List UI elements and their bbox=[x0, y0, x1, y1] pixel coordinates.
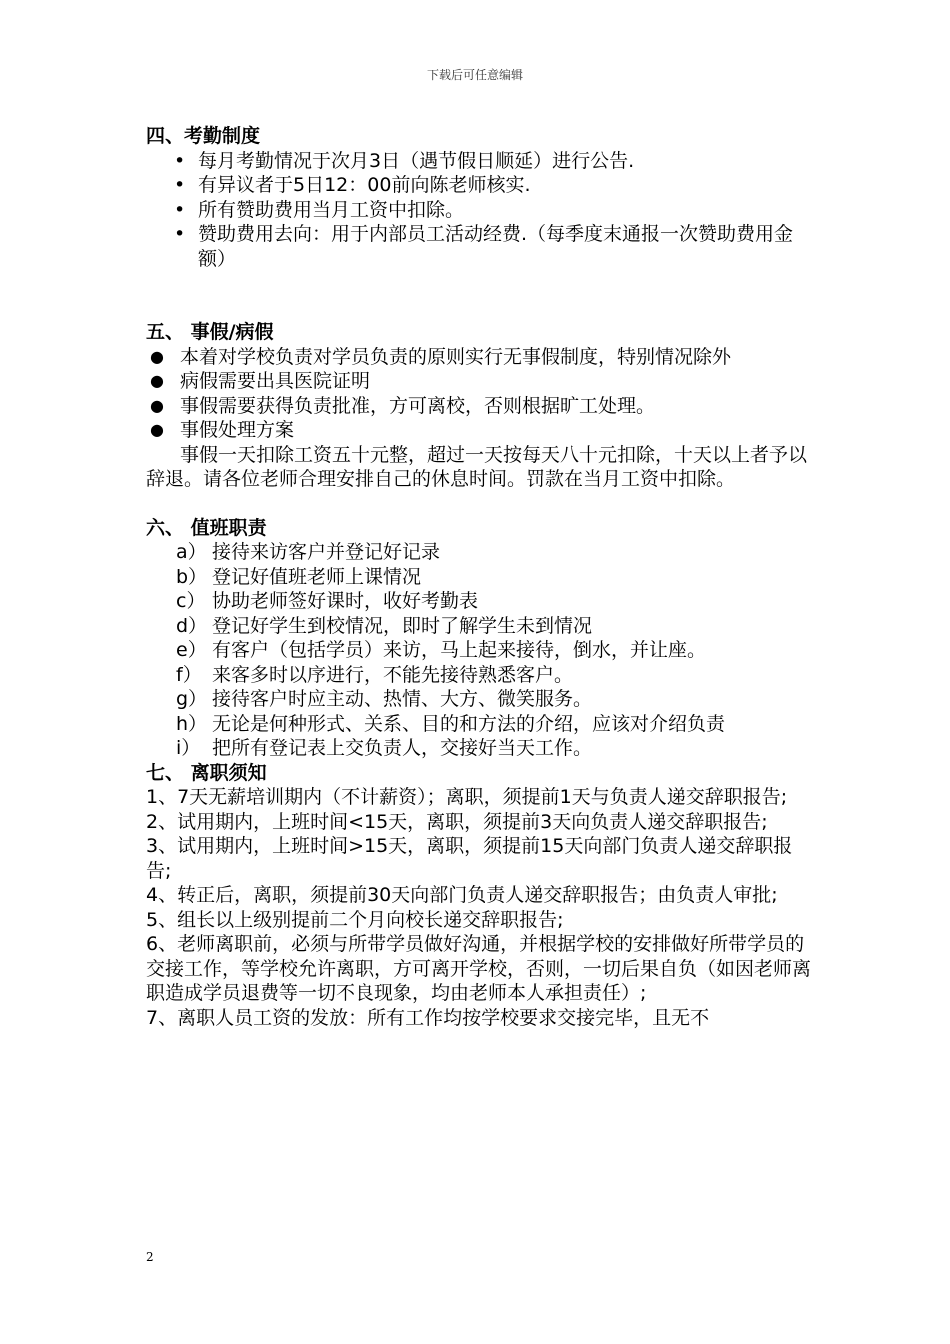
bullet-disc-icon: ● bbox=[150, 371, 164, 390]
list-item: ● 病假需要出具医院证明 bbox=[150, 370, 371, 392]
bullet-dot-icon: • bbox=[174, 174, 186, 196]
bullet-dot-icon: • bbox=[174, 149, 186, 172]
list-item: f） 来客多时以序进行，不能先接待熟悉客户。 bbox=[176, 663, 574, 686]
leave-policy-paragraph: 事假一天扣除工资五十元整，超过一天按每天八十元扣除，十天以上者予以辞退。请各位老师合理安排自己的休息时间。罚款在当月工资中扣除。 bbox=[146, 443, 808, 490]
list-item: a） 接待来访客户并登记好记录 bbox=[176, 541, 441, 563]
section-5-title: 五、 事假/病假 bbox=[146, 321, 274, 343]
list-item: h） 无论是何种形式、关系、目的和方法的介绍，应该对介绍负责 bbox=[176, 712, 726, 735]
bullet-disc-icon: ● bbox=[150, 395, 164, 415]
list-item: g） 接待客户时应主动、热情、大方、微笑服务。 bbox=[176, 688, 593, 710]
list-item: • 所有赞助费用当月工资中扣除。 bbox=[174, 198, 465, 221]
bullet-dot-icon: • bbox=[174, 198, 186, 221]
list-item: 1、7天无薪培训期内（不计薪资）；离职，须提前1天与负责人递交辞职报告; bbox=[146, 786, 788, 808]
list-item: ● 事假处理方案 bbox=[150, 419, 295, 441]
list-item: 2、试用期内，上班时间<15天，离职，须提前3天向负责人递交辞职报告; bbox=[146, 810, 768, 833]
list-item: • 有异议者于5日12：00前向陈老师核实. bbox=[174, 174, 531, 196]
bullet-disc-icon: ● bbox=[150, 346, 164, 366]
list-item: 3、试用期内，上班时间>15天，离职，须提前15天向部门负责人递交辞职报告; bbox=[146, 835, 793, 882]
list-item: 7、离职人员工资的发放：所有工作均按学校要求交接完毕，且无不 bbox=[146, 1006, 710, 1029]
list-item: d） 登记好学生到校情况，即时了解学生未到情况 bbox=[176, 614, 593, 637]
list-item: e） 有客户（包括学员）来访，马上起来接待，倒水，并让座。 bbox=[176, 639, 707, 661]
section-4-title: 四、考勤制度 bbox=[146, 125, 261, 147]
list-item: ● 本着对学校负责对学员负责的原则实行无事假制度，特别情况除外 bbox=[150, 345, 732, 368]
list-item: 5、组长以上级别提前二个月向校长递交辞职报告; bbox=[146, 908, 564, 931]
list-item: • 每月考勤情况于次月3日（遇节假日顺延）进行公告. bbox=[174, 149, 635, 172]
section-6-title: 六、 值班职责 bbox=[146, 516, 267, 539]
document-body bbox=[146, 124, 814, 1030]
list-item: c） 协助老师签好课时，收好考勤表 bbox=[176, 590, 479, 612]
list-item: 6、老师离职前，必须与所带学员做好沟通，并根据学校的安排做好所带学员的交接工作，等学校允许离职，方可离开学校，否则，一切后果自负（如因老师离职造成学员退费等一切不良现象，均由老师本人承担责任）; bbox=[146, 933, 812, 1004]
list-item: b） 登记好值班老师上课情况 bbox=[176, 565, 422, 588]
list-item: 4、转正后，离职，须提前30天向部门负责人递交辞职报告；由负责人审批; bbox=[146, 884, 778, 906]
page-number: 2 bbox=[146, 1250, 154, 1264]
list-item: i） 把所有登记表上交负责人，交接好当天工作。 bbox=[176, 737, 593, 759]
bullet-disc-icon: ● bbox=[150, 420, 164, 439]
list-item: ● 事假需要获得负责批准，方可离校，否则根据旷工处理。 bbox=[150, 394, 656, 417]
page-header-note: 下载后可任意编辑 bbox=[426, 68, 523, 82]
section-7-title: 七、 离职须知 bbox=[146, 761, 267, 784]
list-item: • 赞助费用去向：用于内部员工活动经费.（每季度末通报一次赞助费用金额） bbox=[174, 223, 794, 270]
bullet-dot-icon: • bbox=[174, 223, 186, 245]
